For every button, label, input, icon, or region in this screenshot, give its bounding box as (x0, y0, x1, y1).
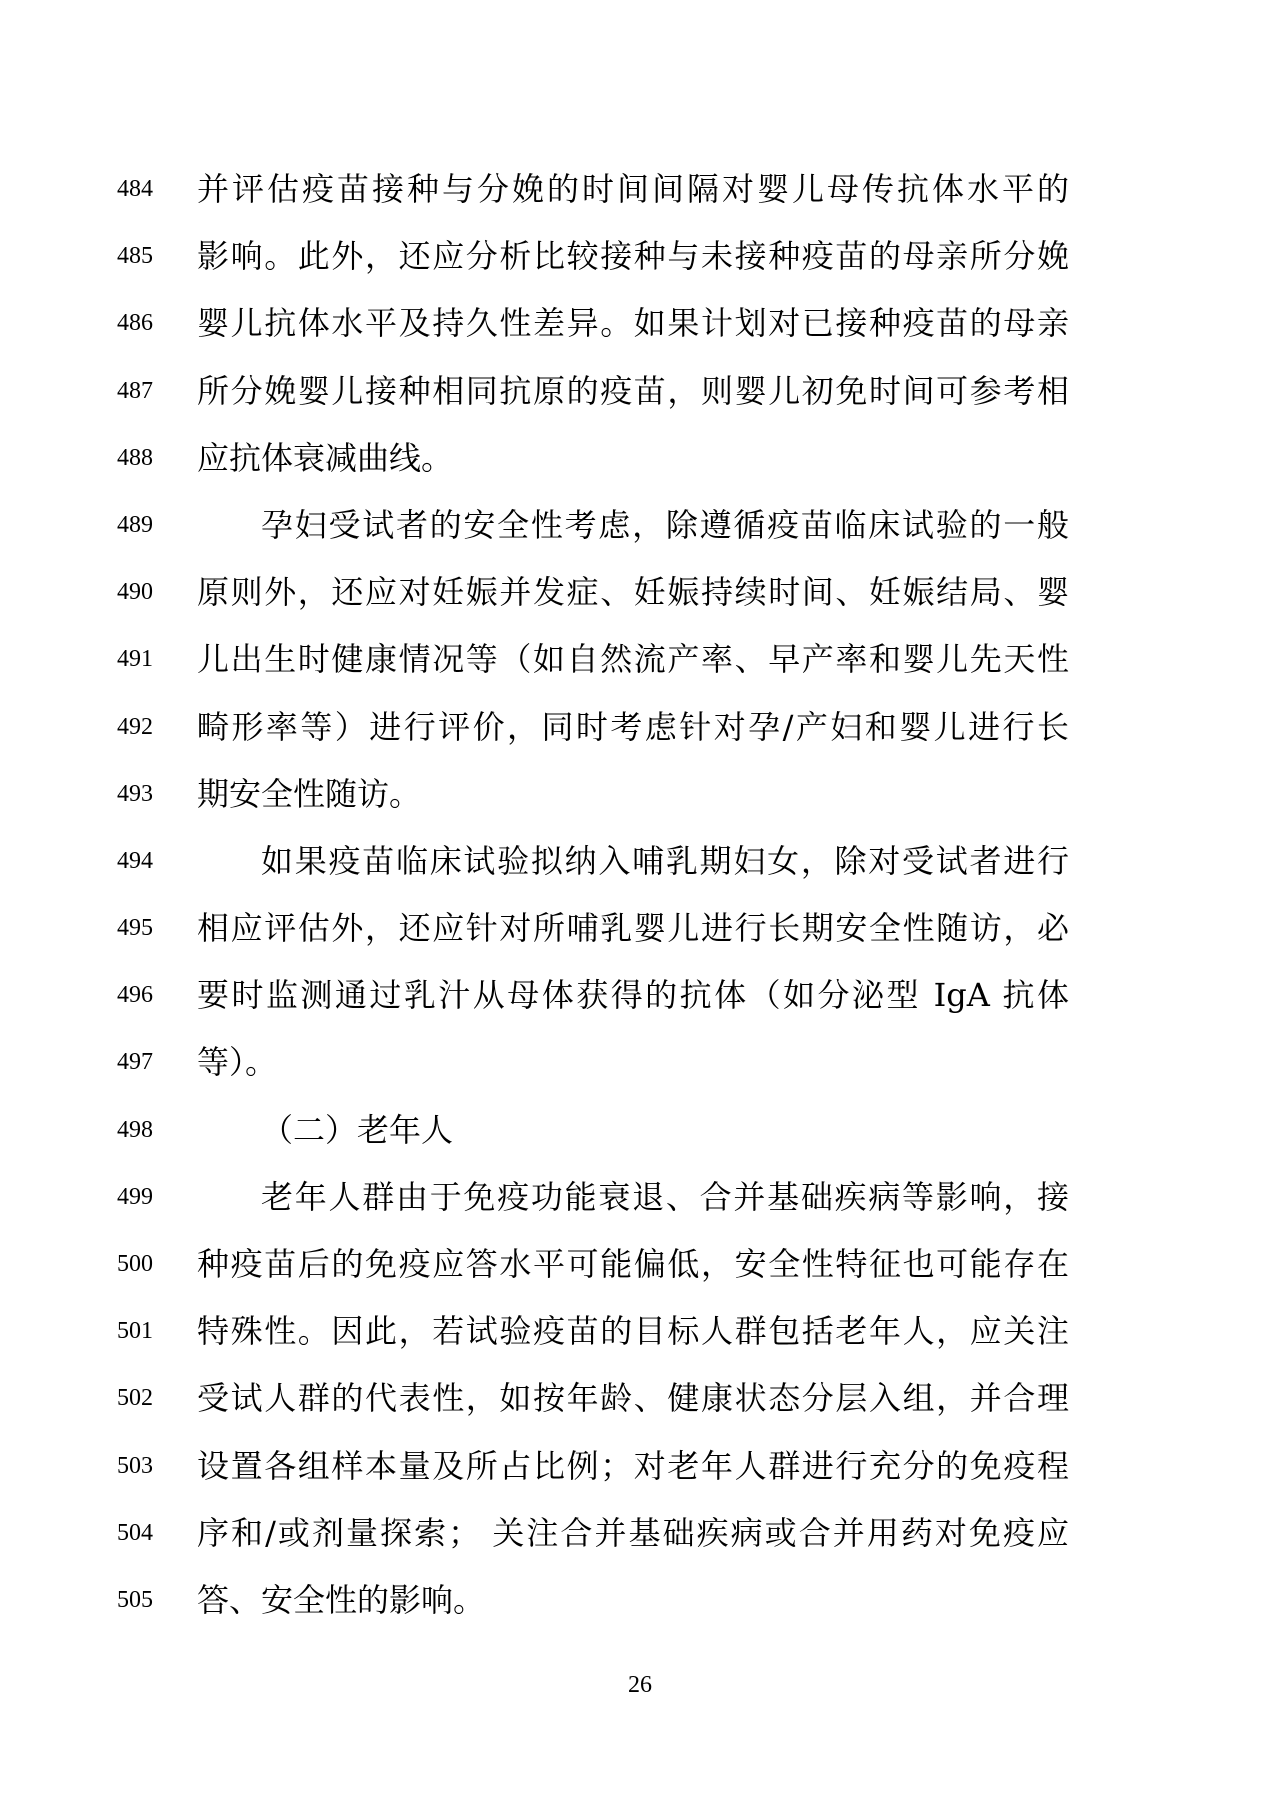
document-line (0, 694, 1280, 761)
line-text: 并评估疫苗接种与分娩的时间间隔对婴儿母传抗体水平的 (197, 170, 1069, 208)
document-line (0, 828, 1280, 895)
line-text: 种疫苗后的免疫应答水平可能偏低，安全性特征也可能存在 (197, 1245, 1069, 1283)
line-number: 484 (117, 176, 153, 202)
line-text: 设置各组样本量及所占比例；对老年人群进行充分的免疫程 (197, 1446, 1069, 1485)
line-text: 期安全性随访。 (197, 774, 422, 813)
line-text: 如果疫苗临床试验拟纳入哺乳期妇女，除对受试者进行 (261, 841, 1069, 880)
document-line (0, 1433, 1280, 1500)
document-line (0, 1231, 1280, 1298)
line-number: 496 (117, 982, 153, 1009)
line-text: 孕妇受试者的安全性考虑，除遵循疫苗临床试验的一般 (261, 505, 1069, 544)
line-text: 影响。此外，还应分析比较接种与未接种疫苗的母亲所分娩 (197, 237, 1069, 276)
document-body (0, 156, 1280, 1634)
line-text: 婴儿抗体水平及持久性差异。如果计划对已接种疫苗的母亲 (197, 304, 1069, 343)
line-number: 497 (117, 1049, 153, 1076)
line-text: 儿出生时健康情况等（如自然流产率、早产率和婴儿先天性 (197, 640, 1069, 679)
line-number: 501 (117, 1318, 153, 1345)
document-line (0, 895, 1280, 962)
line-number: 498 (117, 1116, 153, 1143)
document-line (0, 1097, 1280, 1164)
line-number: 488 (117, 444, 153, 471)
document-line (0, 1164, 1280, 1231)
line-text: 序和/或剂量探索； 关注合并基础疾病或合并用药对免疫应 (197, 1513, 1069, 1552)
line-number: 485 (117, 243, 153, 270)
line-text: 畸形率等）进行评价，同时考虑针对孕/产妇和婴儿进行长 (197, 707, 1069, 746)
document-line (0, 492, 1280, 559)
document-line (0, 761, 1280, 828)
line-text: 应抗体衰减曲线。 (197, 438, 454, 477)
line-number: 504 (117, 1519, 153, 1546)
page-number: 26 (628, 1672, 652, 1698)
document-line (0, 626, 1280, 693)
line-number: 495 (117, 915, 153, 942)
line-number: 492 (117, 713, 153, 740)
document-line (0, 962, 1280, 1029)
line-number: 502 (117, 1385, 153, 1412)
line-number: 489 (117, 511, 153, 538)
document-line (0, 290, 1280, 357)
line-number: 503 (117, 1452, 153, 1479)
line-number: 486 (117, 310, 153, 337)
line-number: 505 (117, 1586, 153, 1613)
line-number: 491 (117, 646, 153, 673)
line-text: 要时监测通过乳汁从母体获得的抗体（如分泌型 IgA 抗体 (197, 976, 1069, 1015)
document-line (0, 1500, 1280, 1567)
line-number: 500 (117, 1251, 153, 1277)
line-text: 原则外，还应对妊娠并发症、妊娠持续时间、妊娠结局、婴 (197, 573, 1069, 612)
document-line (0, 425, 1280, 492)
document-line (0, 1365, 1280, 1432)
document-line (0, 156, 1280, 223)
document-line (0, 223, 1280, 290)
line-number: 490 (117, 579, 153, 606)
line-text: 所分娩婴儿接种相同抗原的疫苗，则婴儿初免时间可参考相 (197, 371, 1069, 410)
document-line (0, 1029, 1280, 1096)
line-number: 499 (117, 1183, 153, 1210)
document-line (0, 559, 1280, 626)
line-text: 受试人群的代表性，如按年龄、健康状态分层入组，并合理 (197, 1379, 1069, 1418)
line-text: （二）老年人 (261, 1110, 454, 1149)
line-number: 493 (117, 780, 153, 807)
document-line (0, 1298, 1280, 1365)
line-text: 答、安全性的影响。 (197, 1580, 486, 1619)
document-line (0, 358, 1280, 425)
line-text: 相应评估外，还应针对所哺乳婴儿进行长期安全性随访，必 (197, 909, 1069, 948)
line-text: 等）。 (197, 1043, 278, 1082)
document-line (0, 1567, 1280, 1634)
line-text: 特殊性。因此，若试验疫苗的目标人群包括老年人，应关注 (197, 1312, 1069, 1351)
line-text: 老年人群由于免疫功能衰退、合并基础疾病等影响，接 (261, 1177, 1069, 1216)
line-number: 487 (117, 377, 153, 404)
line-number: 494 (117, 847, 153, 874)
